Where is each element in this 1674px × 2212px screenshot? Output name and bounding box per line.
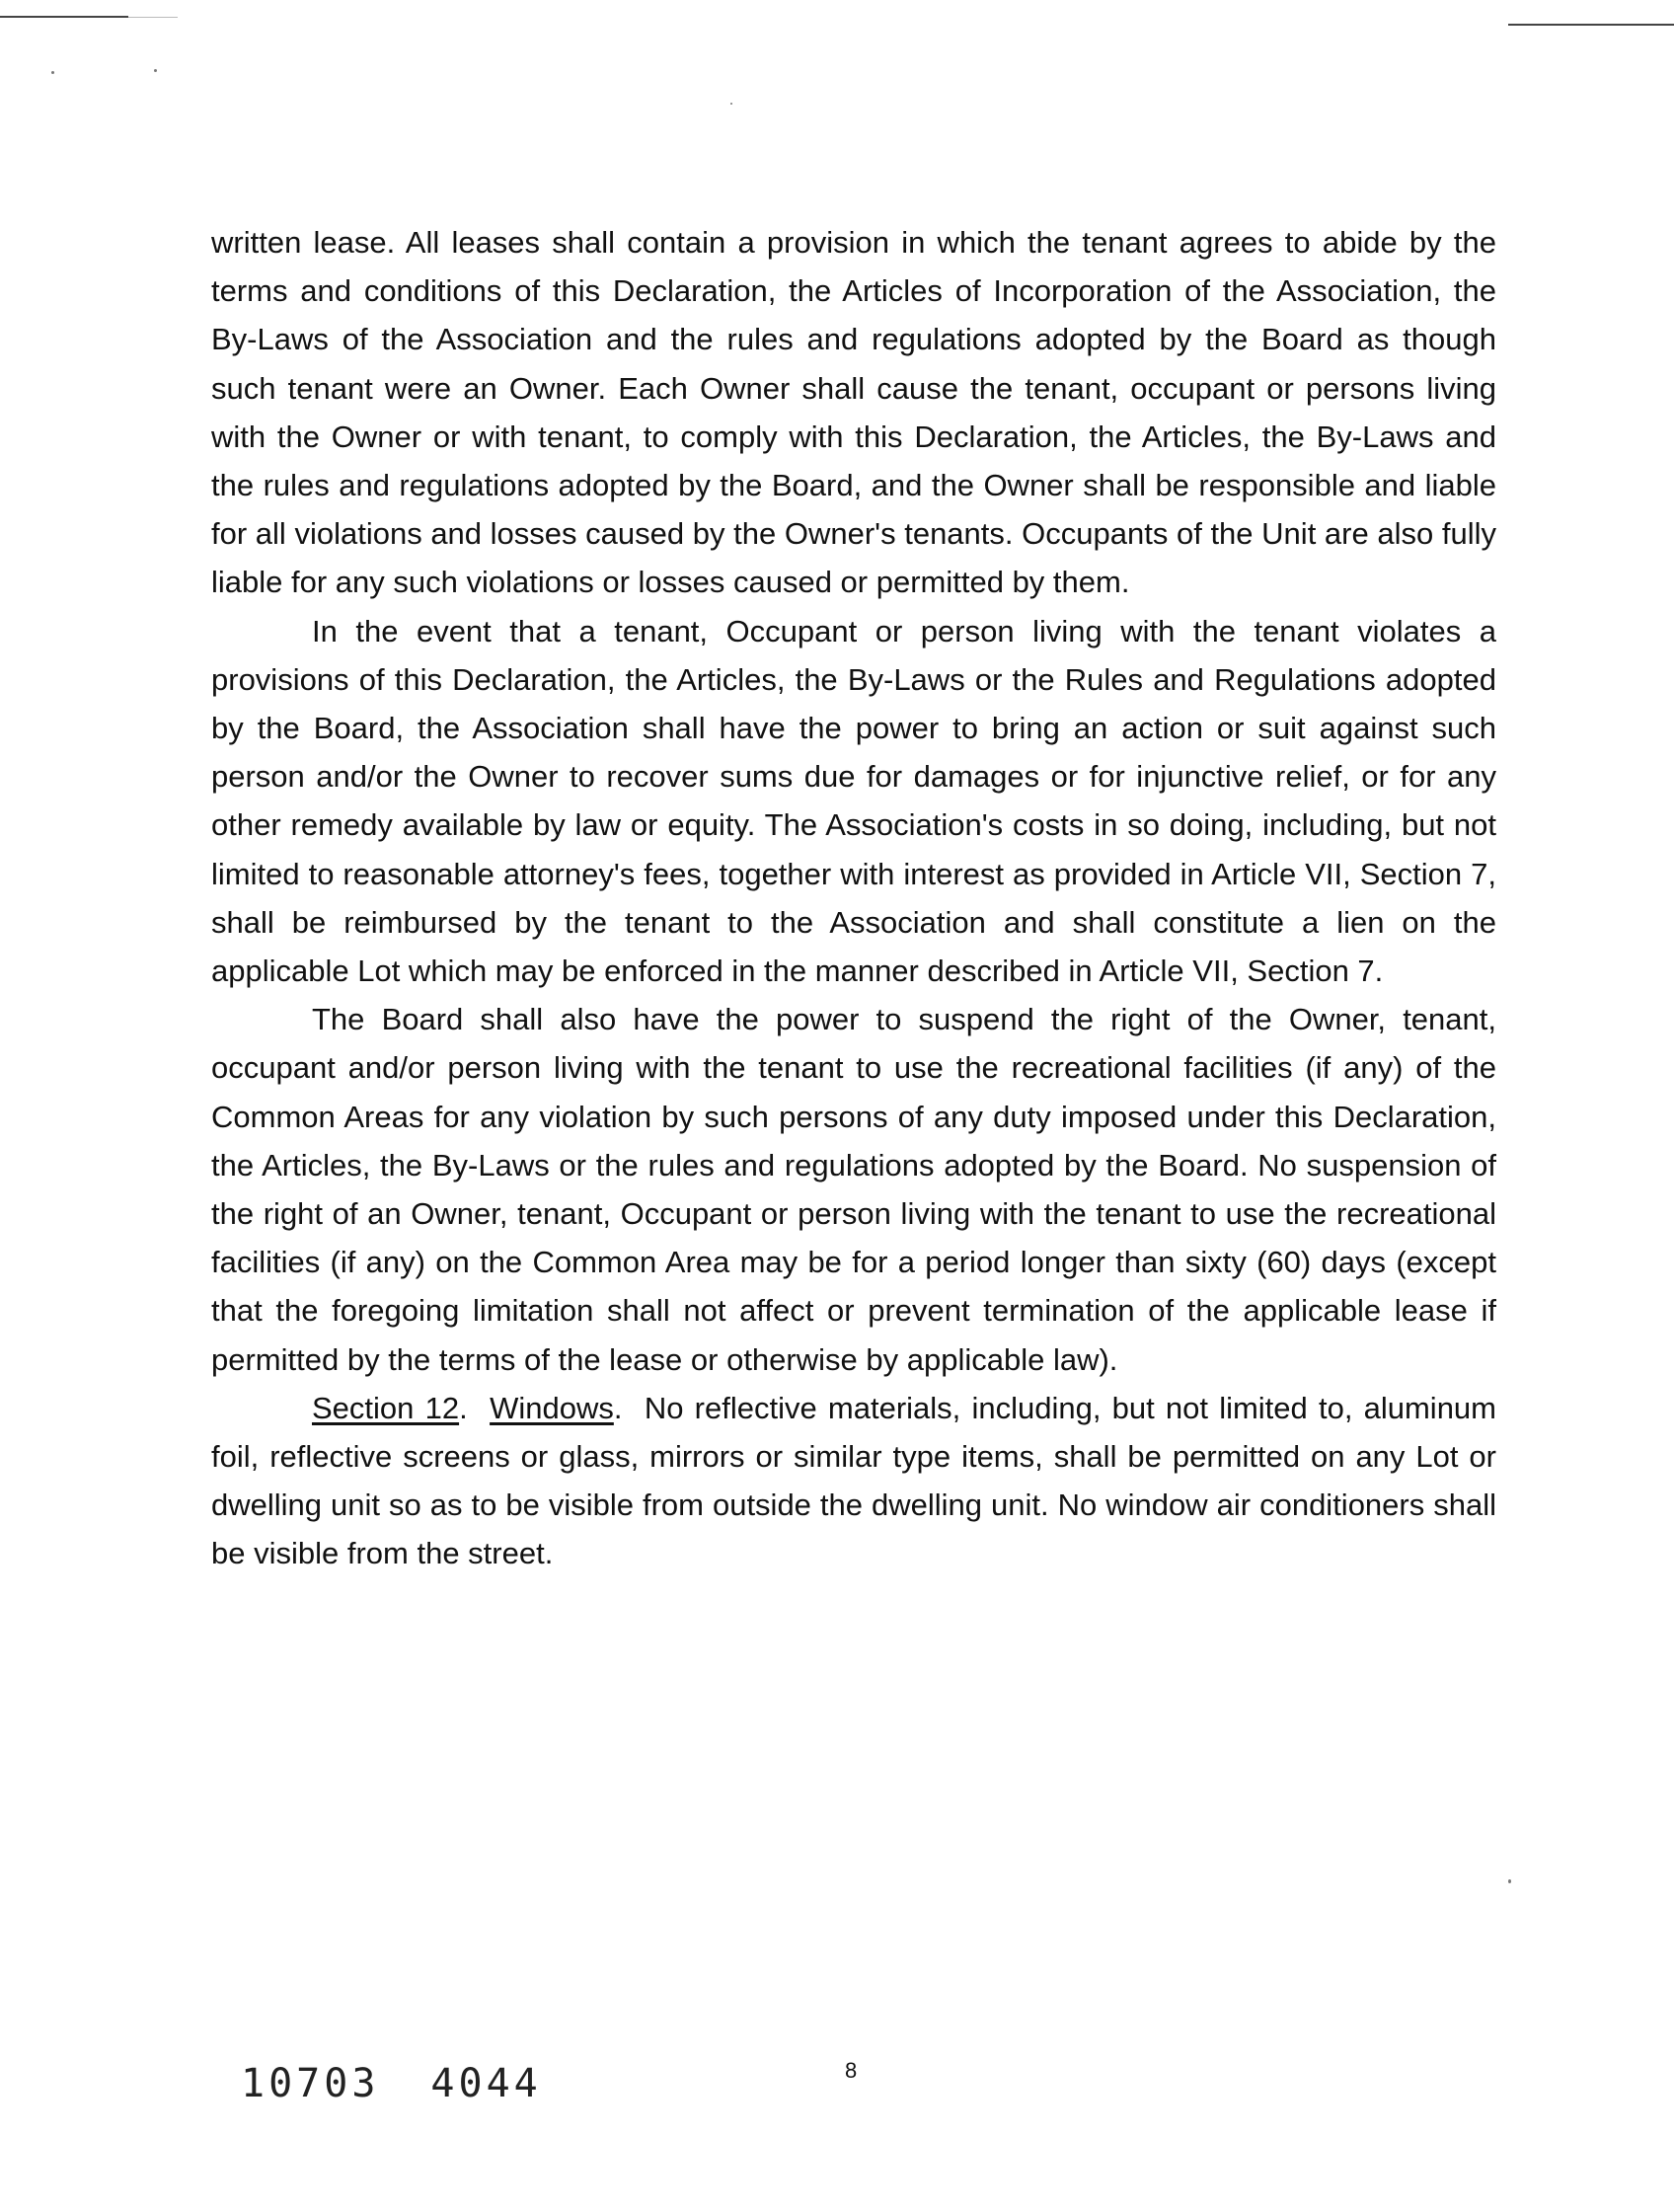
scan-speck bbox=[154, 69, 157, 72]
stamp-book-number: 10703 bbox=[241, 2061, 380, 2106]
scan-artifact-line bbox=[1508, 24, 1674, 26]
scan-artifact-line bbox=[128, 17, 178, 18]
scan-artifact-line bbox=[0, 16, 128, 18]
section-12-title: Windows bbox=[490, 1390, 614, 1425]
section-12-windows: Section 12. Windows. No reflective materials, including, but not limited to, aluminum foil, reflective screens or glass, mirrors or similar type items, shall be permitted on any Lot or dwelling unit so as to be visible from outside the dwelling unit. No window air conditioners shall be visible from the street. bbox=[211, 1390, 1496, 1571]
paragraph-tenant-violations: In the event that a tenant, Occupant or person living with the tenant violates a provisions of this Declaration, the Articles, the By-Laws or the Rules and Regulations adopted by the Board, the Association shall have the power to bring an action or suit against such person and/or the Owner to recover sums due for damages or for injunctive relief, or for any other remedy available by law or equity. The Association's costs in so doing, including, but not limited to reasonable attorney's fees, together with interest as provided in Article VII, Section 7, shall be reimbursed by the tenant to the Association and shall constitute a lien on the applicable Lot which may be enforced in the manner described in Article VII, Section 7. bbox=[211, 613, 1496, 989]
page-number: 8 bbox=[845, 2058, 858, 2083]
stamp-page-number: 4044 bbox=[430, 2061, 542, 2106]
recording-stamp bbox=[241, 2061, 542, 2106]
document-body bbox=[211, 218, 1496, 1578]
paragraph-suspension-rights: The Board shall also have the power to suspend the right of the Owner, tenant, occupant and/or person living with the tenant to use the recreational facilities (if any) of the Common Areas for any violation by such persons of any duty imposed under this Declaration, the Articles, the By-Laws or the rules and regulations adopted by the Board. No suspension of the right of an Owner, tenant, Occupant or person living with the tenant to use the recreational facilities (if any) on the Common Area may be for a period longer than sixty (60) days (except that the foregoing limitation shall not affect or prevent termination of the applicable lease if permitted by the terms of the lease or otherwise by applicable law). bbox=[211, 1002, 1496, 1377]
scan-speck bbox=[730, 103, 732, 105]
scan-speck bbox=[1508, 1879, 1511, 1883]
section-12-label: Section 12 bbox=[312, 1390, 460, 1425]
section-12-text: No reflective materials, including, but not limited to, aluminum foil, reflective screens or glass, mirrors or similar type items, shall be permitted on any Lot or dwelling unit so as to be visible from outside the dwelling unit. No window air conditioners shall be visible from the street. bbox=[211, 1390, 1496, 1571]
scan-speck bbox=[51, 71, 54, 74]
paragraph-lease-terms: written lease. All leases shall contain a provision in which the tenant agrees to abide by the terms and conditions of this Declaration, the Articles of Incorporation of the Association, the By-Laws of the Association and the rules and regulations adopted by the Board as though such tenant were an Owner. Each Owner shall cause the tenant, occupant or persons living with the Owner or with tenant, to comply with this Declaration, the Articles, the By-Laws and the rules and regulations adopted by the Board, and the Owner shall be responsible and liable for all violations and losses caused by the Owner's tenants. Occupants of the Unit are also fully liable for any such violations or losses caused or permitted by them. bbox=[211, 225, 1496, 600]
